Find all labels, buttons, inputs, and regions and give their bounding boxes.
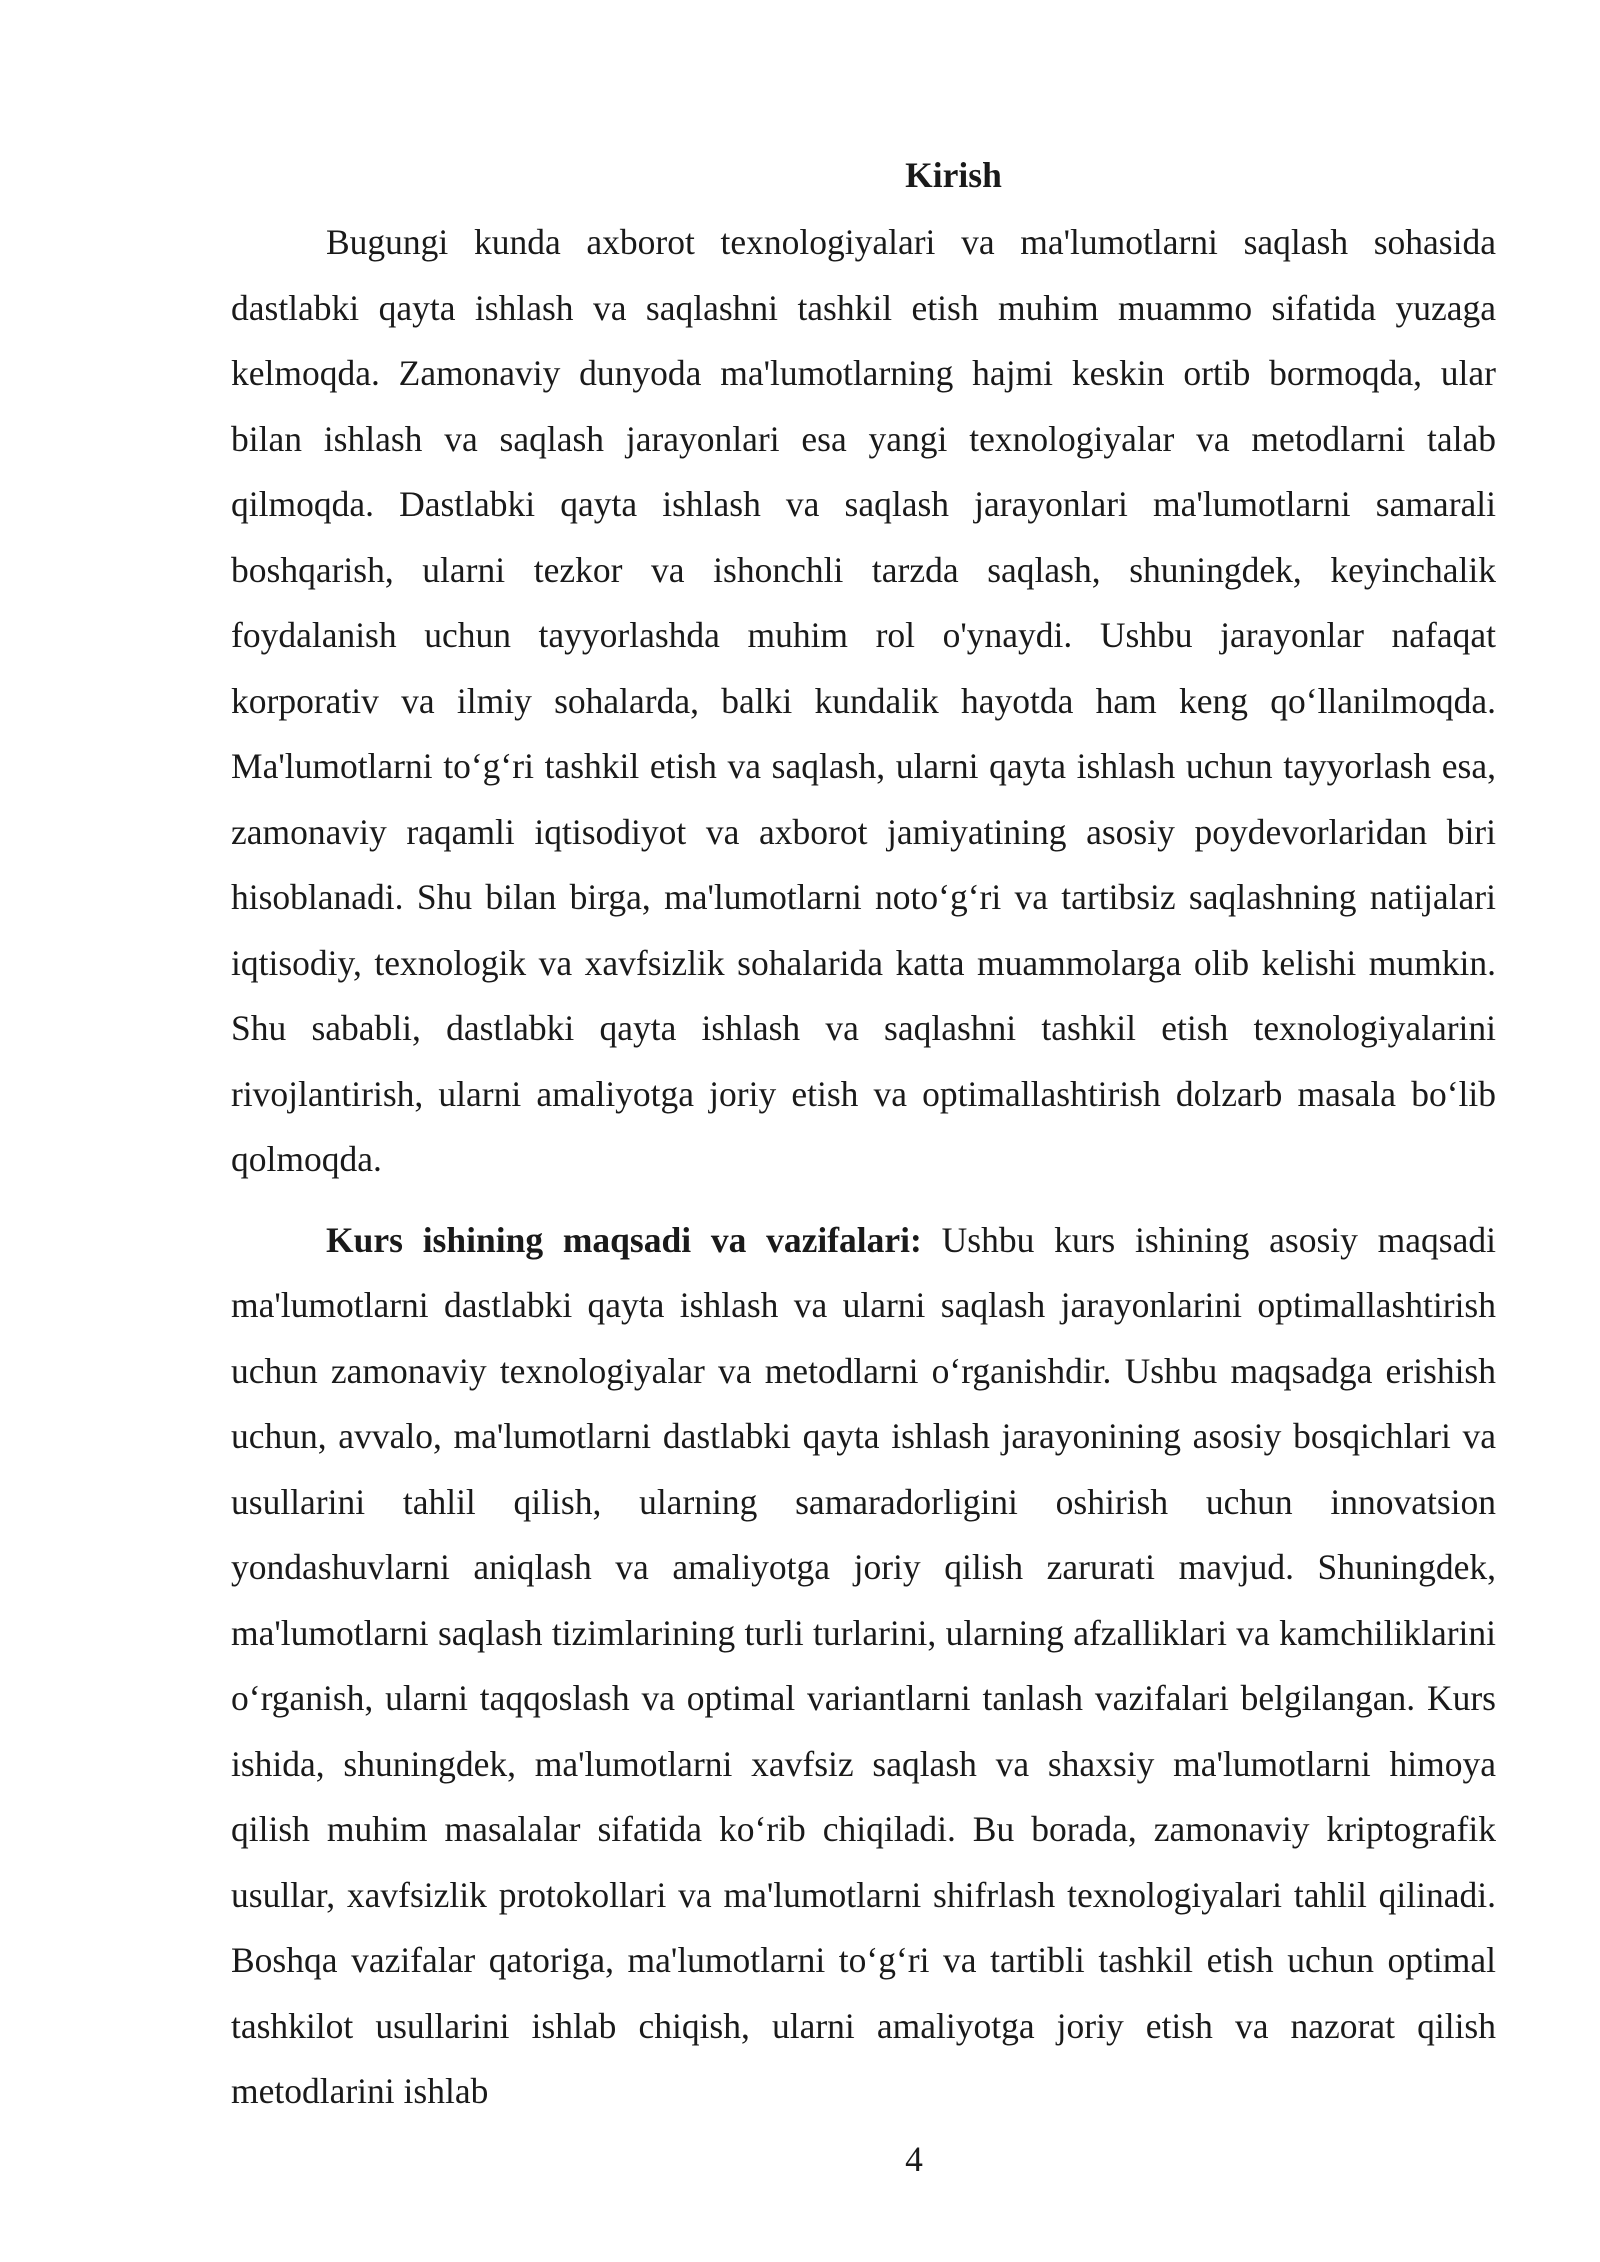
goals-paragraph-lead: Kurs ishining maqsadi va vazifalari: — [326, 1219, 922, 1260]
page-number: 4 — [905, 2139, 923, 2179]
section-heading: Kirish — [905, 155, 1002, 195]
goals-paragraph — [231, 1208, 1496, 2125]
intro-paragraph: Bugungi kunda axborot texnologiyalari va ma'lumotlarni saqlash sohasida dastlabki qayta ishlash va saqlashni tashkil etish muhim muammo sifatida yuzaga kelmoqda. Zamonaviy dunyoda ma'lumotlarning hajmi keskin ortib bormoqda, ular bilan ishlash va saqlash jarayonlari esa yangi texnologiyalar va metodlarni talab qilmoqda. Dastlabki qayta ishlash va saqlash jarayonlari ma'lumotlarni samarali boshqarish, ularni tezkor va ishonchli tarzda saqlash, shuningdek, keyinchalik foydalanish uchun tayyorlashda muhim rol o'ynaydi. Ushbu jarayonlar nafaqat korporativ va ilmiy sohalarda, balki kundalik hayotda ham keng qo‘llanilmoqda. Ma'lumotlarni to‘g‘ri tashkil etish va saqlash, ularni qayta ishlash uchun tayyorlash esa, zamonaviy raqamli iqtisodiyot va axborot jamiyatining asosiy poydevorlaridan biri hisoblanadi. Shu bilan birga, ma'lumotlarni noto‘g‘ri va tartibsiz saqlashning natijalari iqtisodiy, texnologik va xavfsizlik sohalarida katta muammolarga olib kelishi mumkin. Shu sababli, dastlabki qayta ishlash va saqlashni tashkil etish texnologiyalarini rivojlantirish, ularni amaliyotga joriy etish va optimallashtirish dolzarb masala bo‘lib qolmoqda. — [231, 222, 1496, 1179]
goals-paragraph-body: Ushbu kurs ishining asosiy maqsadi ma'lumotlarni dastlabki qayta ishlash va ularni saqlash jarayonlarini optimallashtirish uchun zamonaviy texnologiyalar va metodlarni o‘rganishdir. Ushbu maqsadga erishish uchun, avvalo, ma'lumotlarni dastlabki qayta ishlash jarayonining asosiy bosqichlari va usullarini tahlil qilish, ularning samaradorligini oshirish uchun innovatsion yondashuvlarni aniqlash va amaliyotga joriy qilish zarurati mavjud. Shuningdek, ma'lumotlarni saqlash tizimlarining turli turlarini, ularning afzalliklari va kamchiliklarini o‘rganish, ularni taqqoslash va optimal variantlarni tanlash vazifalari belgilangan. Kurs ishida, shuningdek, ma'lumotlarni xavfsiz saqlash va shaxsiy ma'lumotlarni himoya qilish muhim masalalar sifatida ko‘rib chiqiladi. Bu borada, zamonaviy kriptografik usullar, xavfsizlik protokollari va ma'lumotlarni shifrlash texnologiyalari tahlil qilinadi. Boshqa vazifalar qatoriga, ma'lumotlarni to‘g‘ri va tartibli tashkil etish uchun optimal tashkilot usullarini ishlab chiqish, ularni amaliyotga joriy etish va nazorat qilish metodlarini ishlab — [231, 1219, 1496, 2111]
page-content — [231, 148, 1496, 2125]
